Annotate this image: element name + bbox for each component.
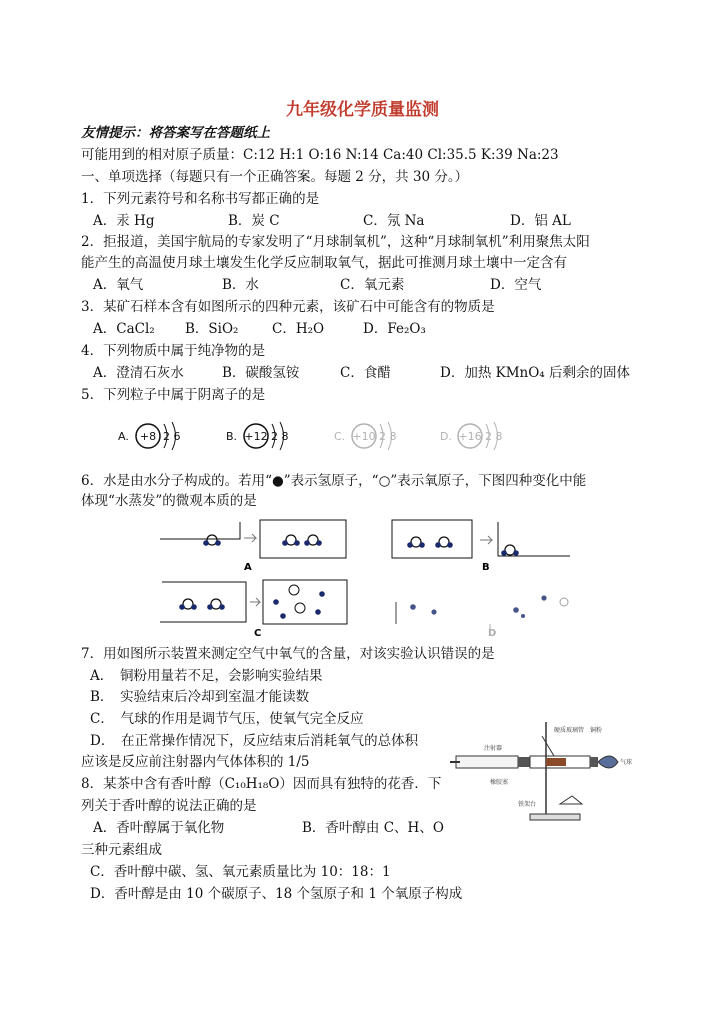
- q8-stem-line1: 8．某茶中含有香叶醇（C₁₀H₁₈O）因而具有独特的花香．下: [81, 776, 442, 792]
- ion-d-label: D.: [440, 430, 452, 443]
- q8-option-b-continued: 三种元素组成: [81, 842, 162, 858]
- q6-figure: [150, 512, 610, 642]
- panel-d-label: D: [488, 628, 497, 639]
- panel-b-label: B: [482, 562, 490, 573]
- label-copper: 铜粉: [590, 727, 603, 734]
- q8-option-c: C．香叶醇中碳、氢、氧元素质量比为 10：18：1: [90, 864, 391, 880]
- q3-option-a: A．CaCl₂: [93, 321, 155, 337]
- q3-option-c: C．H₂O: [272, 321, 325, 337]
- ion-b-label: B.: [226, 430, 238, 443]
- ion-b-shells: 2 8: [271, 430, 289, 443]
- ion-a-nucleus: +8: [139, 430, 157, 443]
- q1-option-a: A．汞 Hg: [93, 213, 155, 229]
- ion-b-nucleus: +12: [244, 430, 268, 443]
- ion-a-label: A.: [118, 430, 129, 443]
- q7-apparatus-figure: [450, 718, 650, 828]
- q2-stem-line1: 2．拒报道，美国宇航局的专家发明了“月球制氧机”，这种“月球制氧机”利用聚焦太阳: [81, 234, 590, 250]
- q2-option-a: A．氧气: [93, 277, 144, 293]
- ion-d: [440, 422, 503, 450]
- ion-c: [334, 422, 397, 450]
- q7-option-a: A． 铜粉用量若不足，会影响实验结果: [90, 668, 323, 684]
- label-syringe: 注射器: [484, 745, 503, 752]
- q1-option-c: C．氖 Na: [363, 213, 425, 229]
- panel-b: [392, 520, 570, 573]
- q8-option-d: D．香叶醇是由 10 个碳原子、18 个氢原子和 1 个氧原子构成: [90, 886, 463, 902]
- page-title: 九年级化学质量监测: [286, 100, 439, 120]
- ion-a-shells: 2 6: [163, 430, 181, 443]
- q6-stem-line1: 6．水是由水分子构成的。若用“●”表示氢原子，“○”表示氧原子，下图四种变化中能: [81, 473, 587, 489]
- q5-stem: 5．下列粒子中属于阴离子的是: [81, 387, 266, 403]
- panel-c-label: C: [254, 628, 262, 639]
- q1-option-b: B．炭 C: [228, 213, 280, 229]
- panel-a-label: A: [244, 562, 252, 573]
- ion-a: [118, 422, 181, 450]
- q3-option-b: B．SiO₂: [185, 321, 239, 337]
- q4-option-a: A．澄清石灰水: [93, 365, 184, 381]
- q7-option-d-line2: 应该是反应前注射器内气体体积的 1/5: [81, 754, 310, 770]
- q8-option-b: B．香叶醇由 C、H、O: [302, 820, 444, 836]
- ion-c-nucleus: +10: [352, 430, 376, 443]
- panel-d: [396, 595, 568, 639]
- q4-option-c: C．食醋: [340, 365, 391, 381]
- q7-stem: 7．用如图所示装置来测定空气中氧气的含量，对该实验认识错误的是: [81, 646, 495, 662]
- q2-stem-line2: 能产生的高温使月球土壤发生化学反应制取氧气，据此可推测月球土壤中一定含有: [81, 255, 567, 271]
- q2-option-d: D．空气: [490, 277, 542, 293]
- tip-text: 友情提示：将答案写在答题纸上: [81, 125, 270, 141]
- q2-option-c: C．氧元素: [340, 277, 405, 293]
- label-tube: 硬质玻璃管: [554, 727, 585, 734]
- label-stopper: 橡胶塞: [490, 779, 509, 786]
- ion-c-label: C.: [334, 430, 346, 443]
- q3-stem: 3．某矿石样本含有如图所示的四种元素，该矿石中可能含有的物质是: [81, 299, 495, 315]
- q4-stem: 4．下列物质中属于纯净物的是: [81, 343, 266, 359]
- ion-c-shells: 2 8: [379, 430, 397, 443]
- q7-option-d-line1: D． 在正常操作情况下，反应结束后消耗氧气的总体积: [90, 733, 419, 749]
- q3-option-d: D．Fe₂O₃: [363, 321, 426, 337]
- ion-d-shells: 2 8: [485, 430, 503, 443]
- q6-stem-line2: 体现“水蒸发”的微观本质的是: [81, 493, 257, 509]
- panel-c: [160, 580, 347, 639]
- q1-option-d: D．铝 AL: [510, 213, 571, 229]
- q5-ion-diagrams: [110, 418, 530, 454]
- ion-b: [226, 422, 289, 450]
- ion-d-nucleus: +16: [458, 430, 482, 443]
- section-heading: 一、单项选择（每题只有一个正确答案。每题 2 分，共 30 分。）: [81, 169, 469, 185]
- label-balloon: 气球: [620, 759, 633, 766]
- panel-a: [160, 520, 346, 573]
- q7-option-b: B． 实验结束后冷却到室温才能读数: [90, 689, 310, 705]
- q8-stem-line2: 列关于香叶醇的说法正确的是: [81, 798, 257, 814]
- q2-option-b: B．水: [222, 277, 259, 293]
- q7-option-c: C． 气球的作用是调节气压，使氧气完全反应: [90, 711, 364, 727]
- q8-option-a: A．香叶醇属于氧化物: [93, 820, 225, 836]
- q4-option-d: D．加热 KMnO₄ 后剩余的固体: [440, 365, 630, 381]
- label-stand: 铁架台: [518, 801, 537, 808]
- atomic-mass: 可能用到的相对原子质量：C:12 H:1 O:16 N:14 Ca:40 Cl:35.5 K:39 Na:23: [81, 147, 559, 163]
- q1-stem: 1．下列元素符号和名称书写都正确的是: [81, 191, 320, 207]
- q4-option-b: B．碳酸氢铵: [222, 365, 300, 381]
